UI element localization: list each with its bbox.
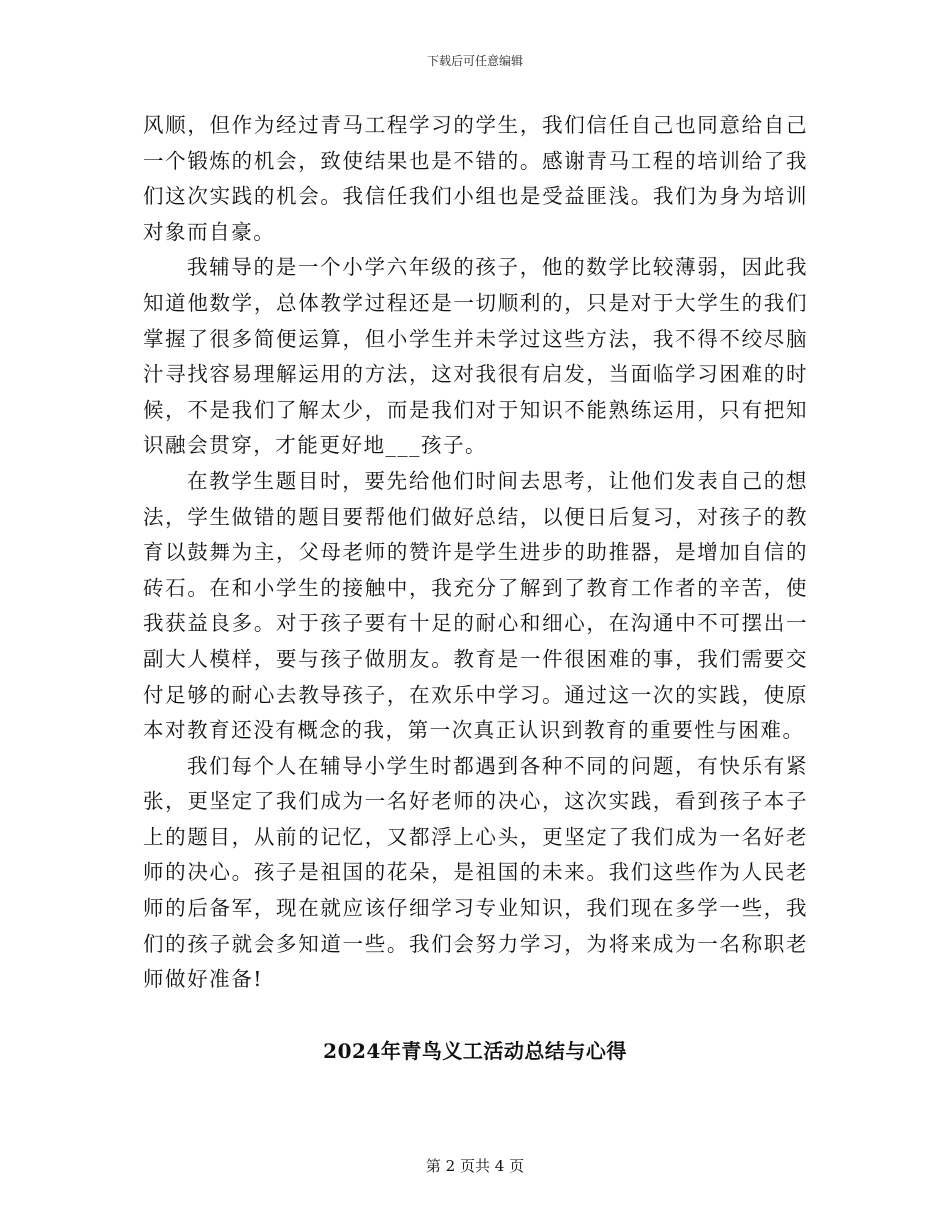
paragraph-continued: 风顺，但作为经过青马工程学习的学生，我们信任自己也同意给自己一个锻炼的机会，致使结果也是不错的。感谢青马工程的培训给了我们这次实践的机会。我信任我们小组也是受益匪浅。我们为身为培训对象而自豪。 [143,113,808,244]
section-title: 2024年青鸟义工活动总结与心得 [323,1039,627,1063]
page-number: 第 2 页共 4 页 [425,1157,525,1175]
paragraph-teaching-method: 在教学生题目时，要先给他们时间去思考，让他们发表自己的想法，学生做错的题目要帮他们做好总结，以便日后复习，对孩子的教育以鼓舞为主，父母老师的赞许是学生进步的助推器，是增加自信的砖石。在和小学生的接触中，我充分了解到了教育工作者的辛苦，使我获益良多。对于孩子要有十足的耐心和细心，在沟通中不可摆出一副大人模样，要与孩子做朋友。教育是一件很困难的事，我们需要交付足够的耐心去教导孩子，在欢乐中学习。通过这一次的实践，使原本对教育还没有概念的我，第一次真正认识到教育的重要性与困难。 [143,468,808,743]
paragraph-tutoring: 我辅导的是一个小学六年级的孩子，他的数学比较薄弱，因此我知道他数学，总体教学过程还是一切顺利的，只是对于大学生的我们掌握了很多简便运算，但小学生并未学过这些方法，我不得不绞尽脑汁寻找容易理解运用的方法，这对我很有启发，当面临学习困难的时候，不是我们了解太少，而是我们对于知识不能熟练运用，只有把知识融会贯穿，才能更好地___孩子。 [143,255,808,458]
document-body [143,108,808,998]
page-header-note: 下载后可任意编辑 [426,54,523,68]
paragraph-reflection: 我们每个人在辅导小学生时都遇到各种不同的问题，有快乐有紧张，更坚定了我们成为一名好老师的决心，这次实践，看到孩子本子上的题目，从前的记忆，又都浮上心头，更坚定了我们成为一名好老师的决心。孩子是祖国的花朵，是祖国的未来。我们这些作为人民老师的后备军，现在就应该仔细学习专业知识，我们现在多学一些，我们的孩子就会多知道一些。我们会努力学习，为将来成为一名称职老师做好准备! [143,753,808,992]
